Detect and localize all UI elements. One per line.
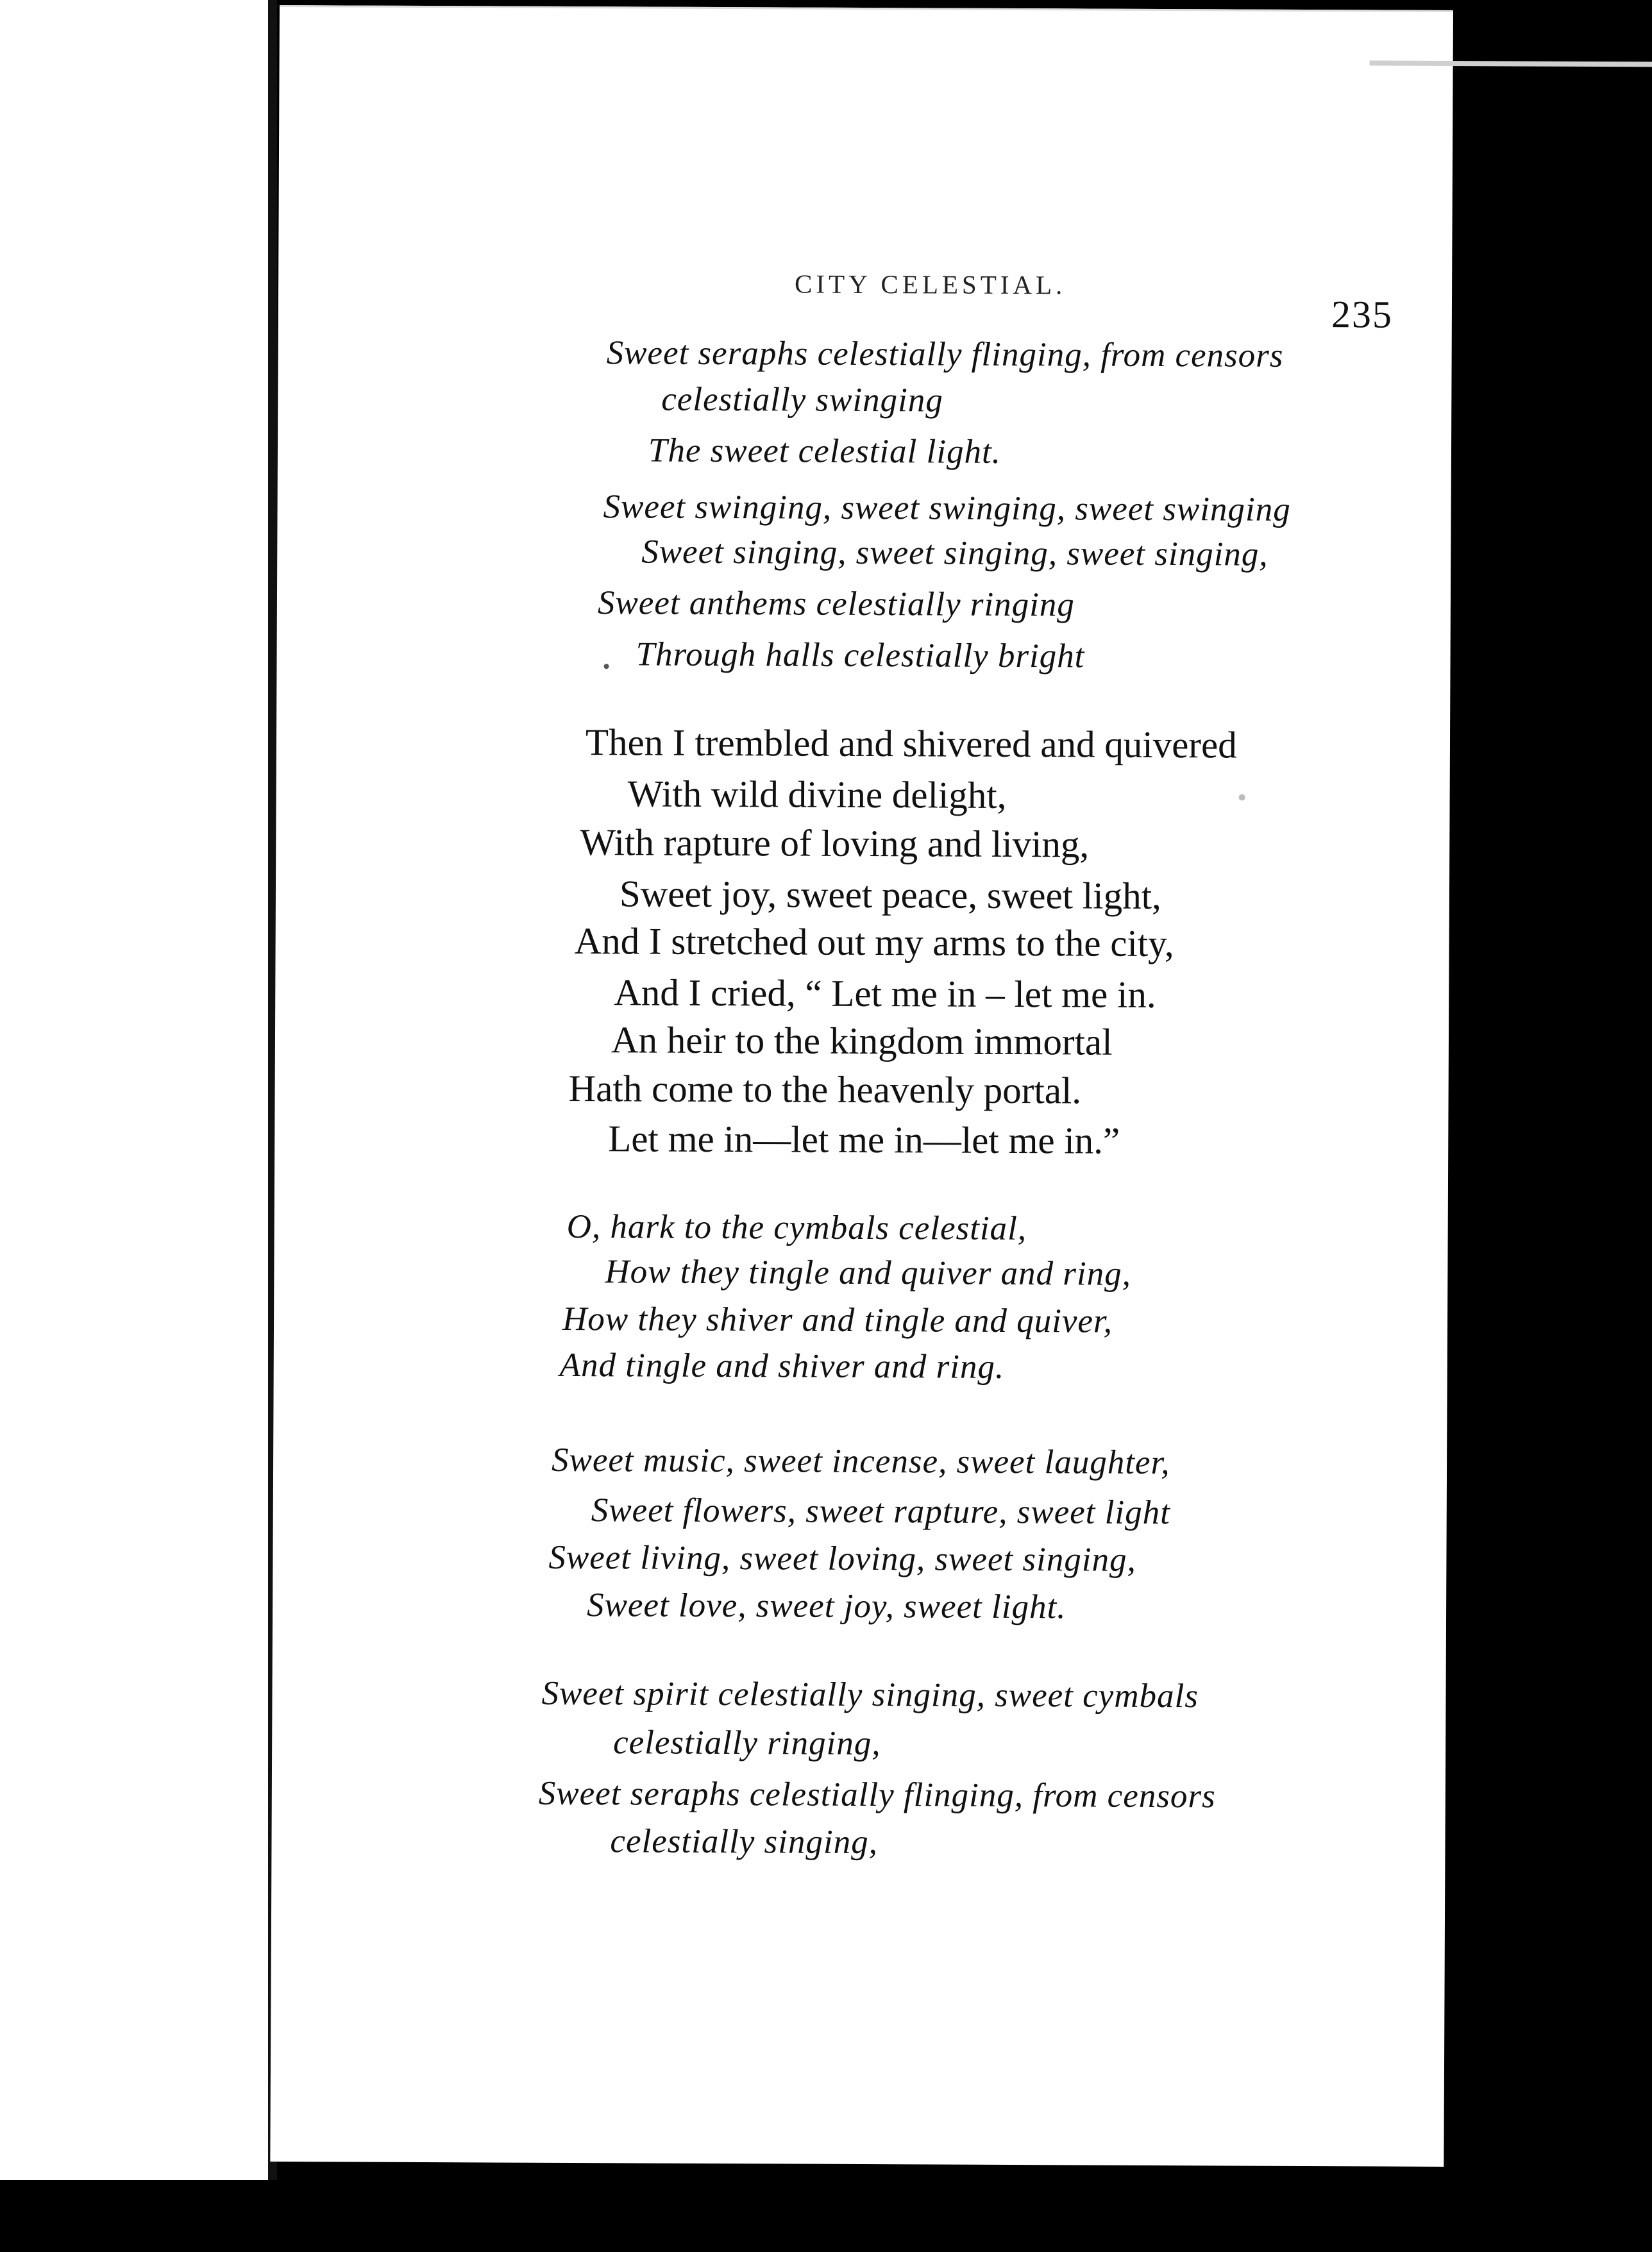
poem-line: Sweet spirit celestially singing, sweet cymbals	[541, 1674, 1199, 1715]
poem-line: Let me in—let me in—let me in.”	[608, 1117, 1120, 1162]
previous-page-edge	[0, 0, 276, 2252]
stray-mark	[603, 664, 609, 669]
poem-line: Then I trembled and shivered and quivered	[585, 721, 1237, 766]
poem-line: Sweet music, sweet incense, sweet laughter,	[551, 1441, 1170, 1482]
poem-line: Sweet seraphs celestially flinging, from censors	[538, 1774, 1216, 1815]
poem-line: How they shiver and tingle and quiver,	[562, 1300, 1113, 1340]
poem-line: Hath come to the heavenly portal.	[568, 1066, 1082, 1112]
page-number: 235	[1331, 293, 1394, 336]
poem-line: Sweet seraphs celestially flinging, from censors	[606, 334, 1284, 374]
poem-line: Sweet swinging, sweet swinging, sweet swinging	[603, 488, 1291, 528]
poem-line: Sweet singing, sweet singing, sweet singing,	[641, 533, 1268, 573]
page-top-edge	[1370, 60, 1652, 67]
poem-line: O, hark to the cymbals celestial,	[566, 1207, 1027, 1248]
poem-line: Sweet living, sweet loving, sweet singing,	[548, 1538, 1136, 1579]
poem-line: And tingle and shiver and ring.	[559, 1346, 1005, 1386]
poem-line: Sweet anthems celestially ringing	[597, 584, 1075, 624]
poem-line: Through halls celestially bright	[636, 635, 1085, 675]
poem-line: The sweet celestial light.	[648, 432, 1002, 471]
running-head: CITY CELESTIAL.	[795, 269, 1066, 300]
poem-line: Sweet joy, sweet peace, sweet light,	[619, 872, 1161, 918]
poem-line: With rapture of loving and living,	[580, 821, 1090, 866]
poem-line: Sweet flowers, sweet rapture, sweet light	[591, 1492, 1171, 1532]
book-page	[270, 5, 1453, 2167]
poem-line: celestially ringing,	[613, 1724, 881, 1763]
scan-border-bottom	[0, 2180, 1652, 2252]
paper-speck	[1239, 794, 1245, 801]
poem-line: celestially swinging	[661, 380, 943, 419]
poem-line: With wild divine delight,	[627, 772, 1007, 816]
poem-line: How they tingle and quiver and ring,	[605, 1253, 1132, 1293]
poem-line: celestially singing,	[610, 1822, 879, 1861]
poem-line: Sweet love, sweet joy, sweet light.	[586, 1586, 1066, 1626]
poem-line: And I stretched out my arms to the city,	[574, 920, 1174, 965]
poem-line: An heir to the kingdom immortal	[611, 1018, 1113, 1063]
poem-line: And I cried, “ Let me in – let me in.	[614, 971, 1156, 1016]
